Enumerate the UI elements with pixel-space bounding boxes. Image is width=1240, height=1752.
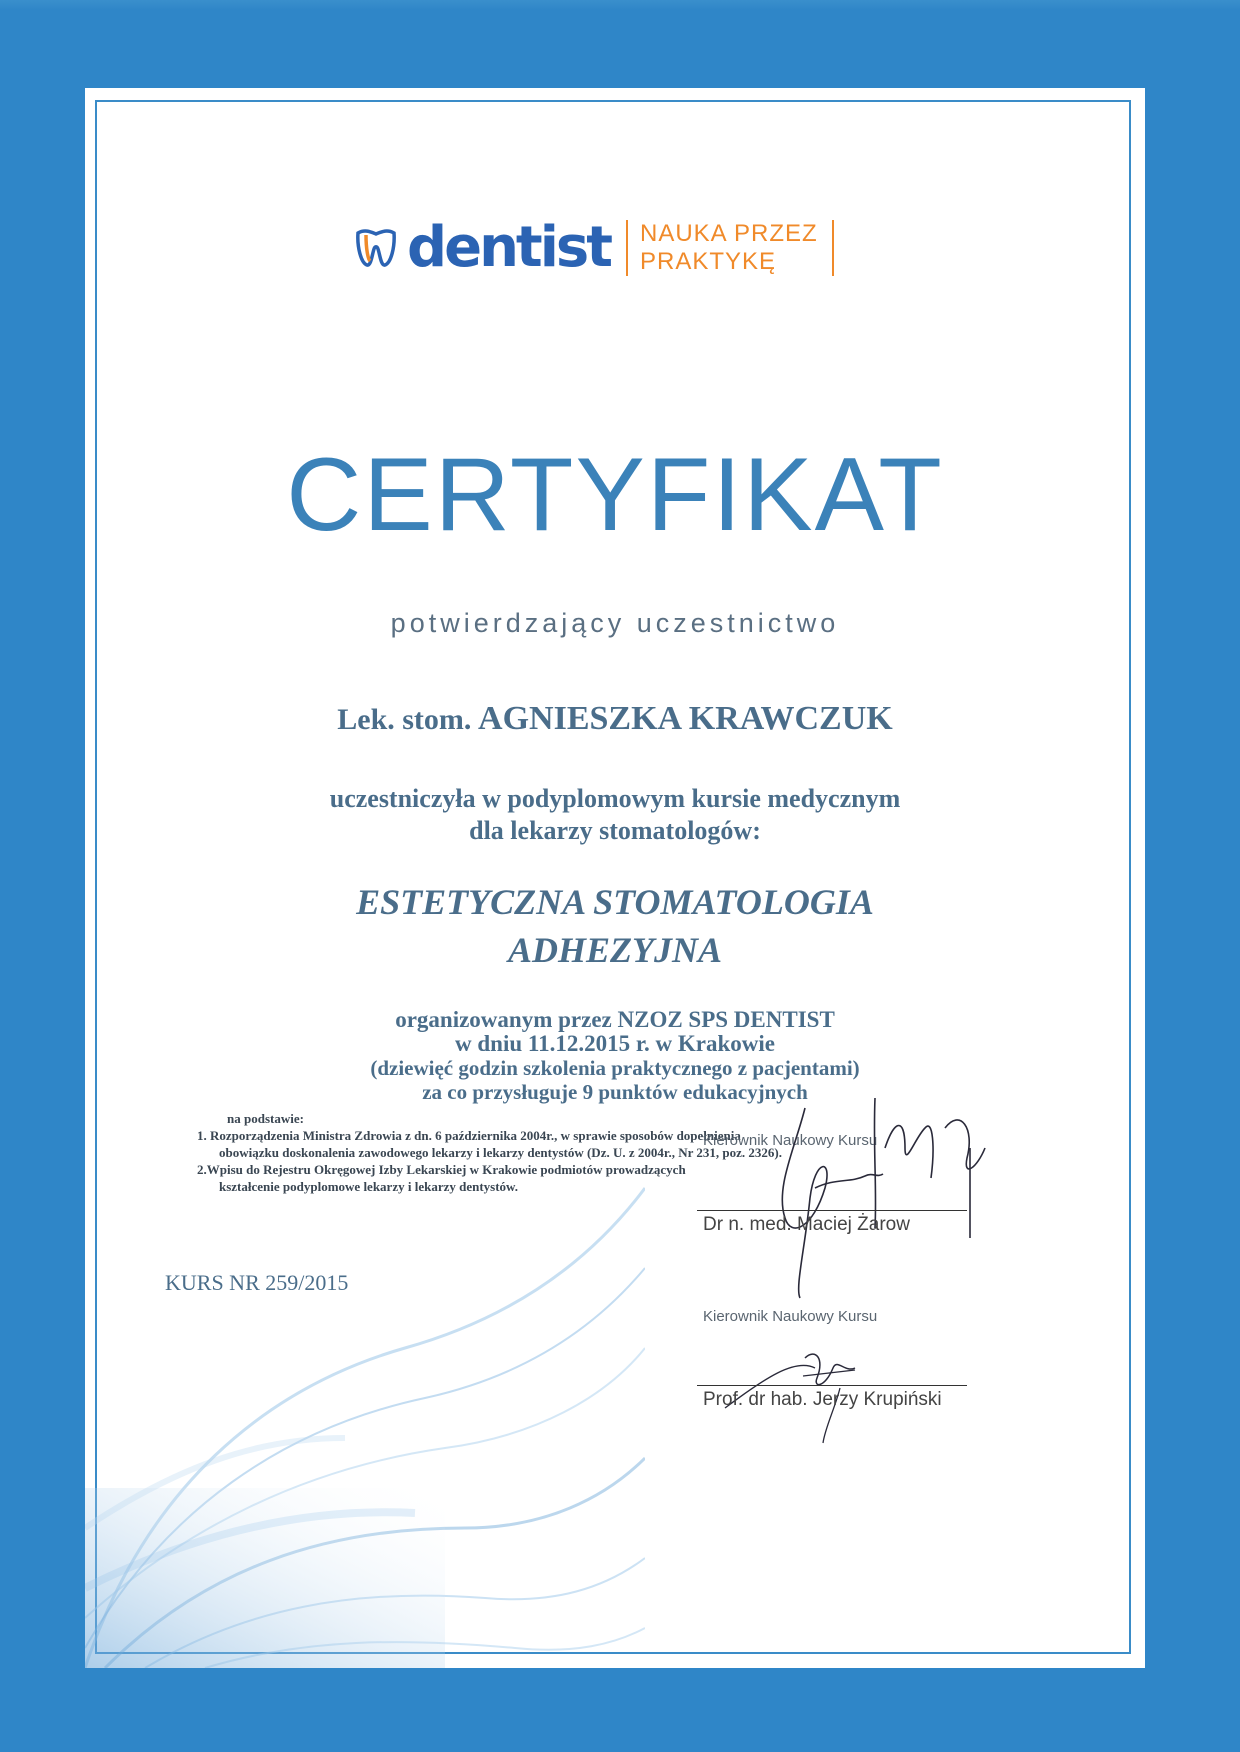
logo-separator (626, 220, 628, 276)
tooth-icon (353, 225, 399, 271)
top-edge (0, 0, 1240, 10)
course-number: KURS NR 259/2015 (165, 1270, 349, 1295)
legal-item2-line1: 2.Wpisu do Rejestru Okręgowej Izby Lekarskiej w Krakowie podmiotów prowadzących (197, 1162, 686, 1177)
description-line1: uczestniczyła w podyplomowym kursie medycznym (329, 784, 901, 813)
certificate-subtitle: potwierdzający uczestnictwo (390, 608, 840, 638)
signature2-role: Kierownik Naukowy Kursu (703, 1308, 878, 1325)
participation-description (85, 783, 1145, 847)
brand-wordmark: dentist (407, 215, 610, 280)
dentist-logo (353, 215, 834, 280)
signature2-line (697, 1385, 967, 1386)
legal-heading: na podstawie: (227, 1111, 304, 1126)
organizer: organizowanym przez NZOZ SPS DENTIST (395, 1007, 835, 1032)
legal-item1-line1: 1. Rozporządzenia Ministra Zdrowia z dn. 6 października 2004r., w sprawie sposobów dopełnienia (197, 1128, 741, 1143)
recipient (85, 700, 1145, 738)
logo-tagline (640, 220, 818, 276)
description-line2: dla lekarzy stomatologów: (469, 816, 761, 845)
signature1-handwriting (755, 1088, 1005, 1308)
certificate-sheet (85, 88, 1145, 1668)
signature1-name: Dr n. med. Maciej Żarow (703, 1214, 910, 1235)
course-title-line2: ADHEZYJNA (507, 930, 722, 970)
tagline-line2: PRAKTYKĘ (640, 248, 777, 275)
signature1-line (697, 1210, 967, 1211)
tagline-line1: NAUKA PRZEZ (640, 220, 818, 247)
logo-separator-right (832, 220, 834, 276)
recipient-name: AGNIESZKA KRAWCZUK (478, 700, 893, 737)
legal-item1-line2: obowiązku doskonalenia zawodowego lekarzy i lekarzy dentystów (Dz. U. z 2004r., Nr 231, poz. 2326). (219, 1145, 782, 1160)
date-place: w dniu 11.12.2015 r. w Krakowie (455, 1031, 775, 1056)
education-points: za co przysługuje 9 punktów edukacyjnych (422, 1080, 808, 1104)
signature1-role: Kierownik Naukowy Kursu (703, 1132, 878, 1149)
certificate-title: CERTYFIKAT (286, 437, 944, 553)
course-title (85, 878, 1145, 974)
signature2-name: Prof. dr hab. Jerzy Krupiński (703, 1389, 942, 1410)
recipient-prefix: Lek. stom. (337, 703, 472, 736)
training-hours: (dziewięć godzin szkolenia praktycznego z pacjentami) (370, 1056, 860, 1080)
signature2-handwriting (705, 1328, 925, 1448)
course-title-line1: ESTETYCZNA STOMATOLOGIA (356, 882, 874, 922)
legal-item2-line2: kształcenie podyplomowe lekarzy i lekarzy dentystów. (219, 1179, 518, 1194)
